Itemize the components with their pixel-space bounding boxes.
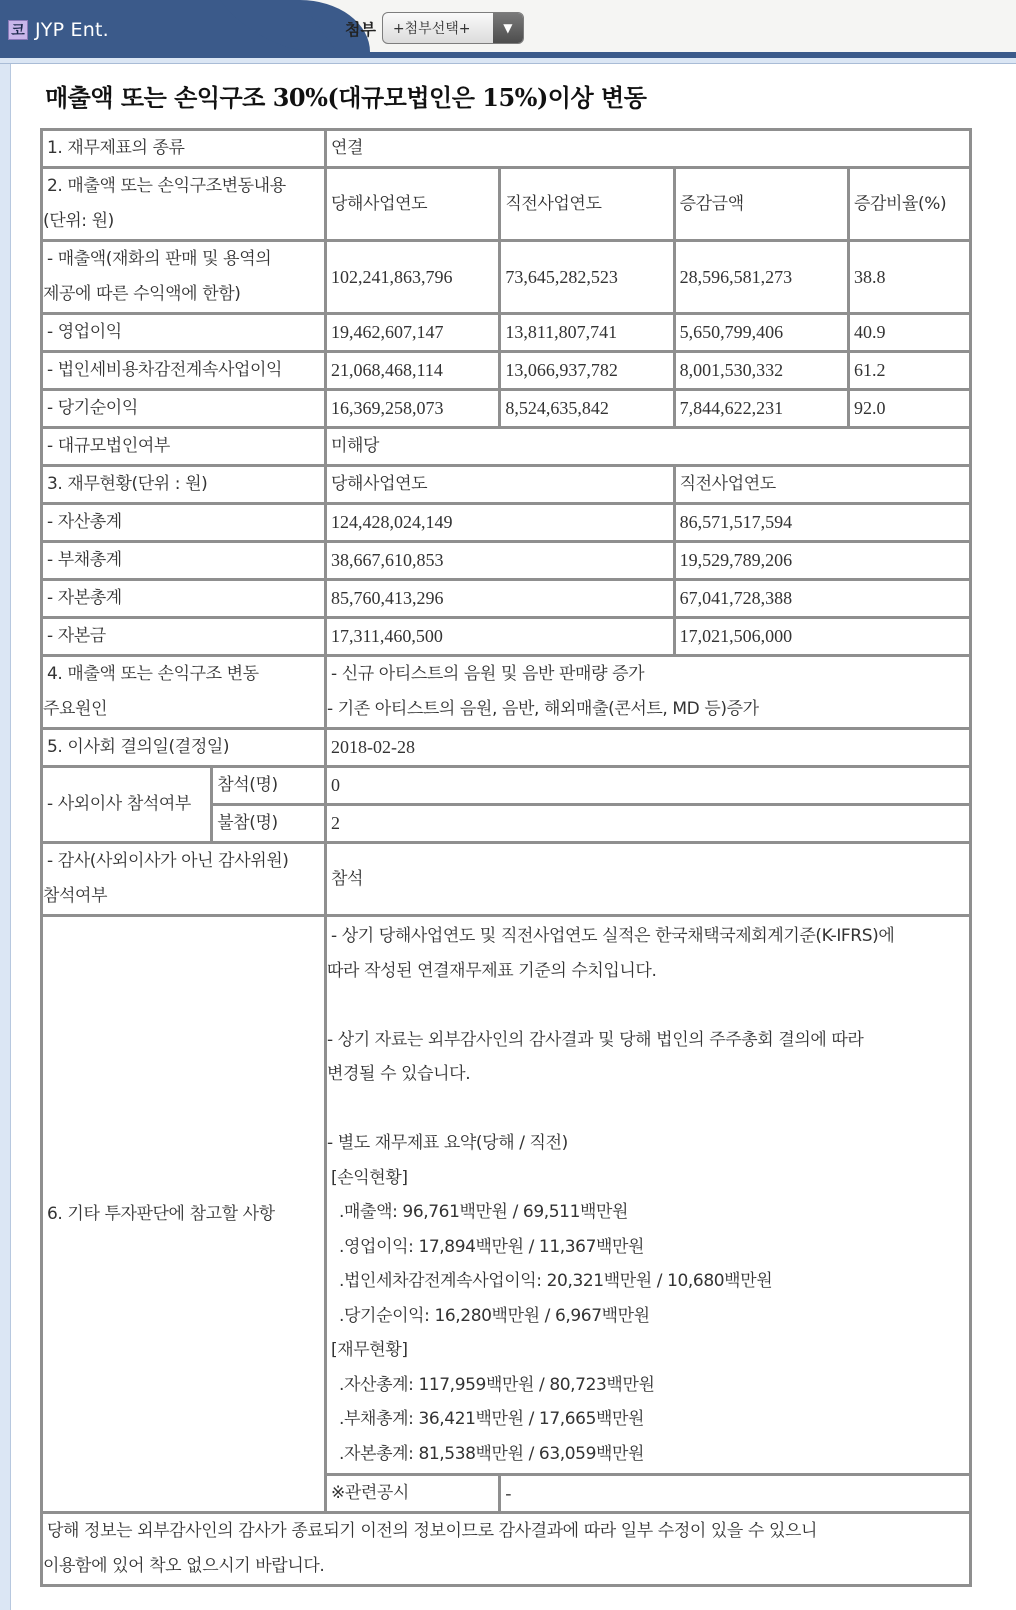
large-corp-value: 미해당 xyxy=(326,428,971,466)
column-header: 증감금액 xyxy=(674,168,848,241)
footer-note xyxy=(42,1513,971,1586)
table-row xyxy=(42,1513,971,1586)
column-header: 직전사업연도 xyxy=(500,168,674,241)
note-line: 따라 작성된 연결재무제표 기준의 수치입니다. xyxy=(327,960,657,981)
table-row xyxy=(42,168,971,241)
row-label: - 영업이익 xyxy=(42,314,326,352)
previous-year-value: 73,645,282,523 xyxy=(500,241,674,314)
table-row xyxy=(42,542,971,580)
row-label xyxy=(42,843,326,916)
previous-year-value: 19,529,789,206 xyxy=(674,542,970,580)
top-bar xyxy=(0,0,1016,52)
change-amount: 5,650,799,406 xyxy=(674,314,848,352)
column-header: 당해사업연도 xyxy=(326,466,675,504)
column-header: 당해사업연도 xyxy=(326,168,500,241)
note-line: [재무현황] xyxy=(331,1340,408,1360)
note-line: 변경될 수 있습니다. xyxy=(327,1064,471,1084)
row-label: - 당기순이익 xyxy=(42,390,326,428)
label-line: 제공에 따른 수익액에 한함) xyxy=(43,284,241,304)
label-line: (단위: 원) xyxy=(43,211,114,231)
column-header: 직전사업연도 xyxy=(674,466,970,504)
note-line: .부채총계: 36,421백만원 / 17,665백만원 xyxy=(339,1409,645,1429)
change-reasons xyxy=(326,656,971,729)
column-header: 증감비율(%) xyxy=(848,168,970,241)
table-row xyxy=(42,504,971,542)
footer-note-line: 당해 정보는 외부감사인의 감사가 종료되기 이전의 정보이므로 감사결과에 따라 일부 수정이 있을 수 있으니 xyxy=(47,1521,818,1541)
note-line: .법인세차감전계속사업이익: 20,321백만원 / 10,680백만원 xyxy=(339,1271,773,1291)
row-label: 5. 이사회 결의일(결정일) xyxy=(42,729,326,767)
reason-item: - 기존 아티스트의 음원, 음반, 해외매출(콘서트, MD 등)증가 xyxy=(327,699,759,719)
row-label: 1. 재무제표의 종류 xyxy=(42,130,326,168)
note-line: .매출액: 96,761백만원 / 69,511백만원 xyxy=(339,1202,629,1222)
table-row xyxy=(42,767,971,805)
sub-label: 참석(명) xyxy=(212,767,326,805)
table-row xyxy=(42,729,971,767)
note-line: [손익현황] xyxy=(331,1167,408,1188)
note-line: .당기순이익: 16,280백만원 / 6,967백만원 xyxy=(339,1305,650,1326)
attachment-area xyxy=(345,12,524,44)
current-year-value: 16,369,258,073 xyxy=(326,390,500,428)
note-line: .자본총계: 81,538백만원 / 63,059백만원 xyxy=(339,1443,645,1464)
previous-year-value: 13,066,937,782 xyxy=(500,352,674,390)
note-line: .자산총계: 117,959백만원 / 80,723백만원 xyxy=(339,1374,655,1395)
sub-label: 불참(명) xyxy=(212,805,326,843)
label-line: 4. 매출액 또는 손익구조 변동 xyxy=(47,664,259,684)
label-line: - 매출액(재화의 판매 및 용역의 xyxy=(47,249,272,269)
note-line xyxy=(331,988,965,1023)
previous-year-value: 86,571,517,594 xyxy=(674,504,970,542)
table-row xyxy=(42,241,971,314)
row-label: - 자산총계 xyxy=(42,504,326,542)
board-resolution-date: 2018-02-28 xyxy=(326,729,971,767)
change-amount: 7,844,622,231 xyxy=(674,390,848,428)
absent-count: 2 xyxy=(326,805,971,843)
label-line: - 감사(사외이사가 아닌 감사위원) xyxy=(47,851,289,871)
change-ratio: 40.9 xyxy=(848,314,970,352)
auditor-attendance-value: 참석 xyxy=(326,843,971,916)
attachment-label: 첨부 xyxy=(345,19,376,39)
current-year-value: 38,667,610,853 xyxy=(326,542,675,580)
current-year-value: 17,311,460,500 xyxy=(326,618,675,656)
change-amount: 8,001,530,332 xyxy=(674,352,848,390)
current-year-value: 21,068,468,114 xyxy=(326,352,500,390)
table-row xyxy=(42,390,971,428)
note-line: .영업이익: 17,894백만원 / 11,367백만원 xyxy=(339,1236,645,1257)
kosdaq-icon: 코 xyxy=(8,20,28,40)
table-row xyxy=(42,352,971,390)
row-label: 3. 재무현황(단위 : 원) xyxy=(42,466,326,504)
label-line: 2. 매출액 또는 손익구조변동내용 xyxy=(47,176,286,196)
company-name: JYP Ent. xyxy=(35,19,109,41)
current-year-value: 102,241,863,796 xyxy=(326,241,500,314)
row-label xyxy=(42,168,326,241)
change-ratio: 61.2 xyxy=(848,352,970,390)
previous-year-value: 17,021,506,000 xyxy=(674,618,970,656)
attachment-select-value[interactable]: +첨부선택+ xyxy=(392,21,471,37)
row-label xyxy=(42,241,326,314)
previous-year-value: 8,524,635,842 xyxy=(500,390,674,428)
change-amount: 28,596,581,273 xyxy=(674,241,848,314)
table-row xyxy=(42,314,971,352)
table-row xyxy=(42,428,971,466)
row-label: 6. 기타 투자판단에 참고할 사항 xyxy=(42,916,326,1513)
related-disclosure-label: ※관련공시 xyxy=(326,1475,500,1513)
present-count: 0 xyxy=(326,767,971,805)
statement-type-value: 연결 xyxy=(326,130,971,168)
row-label xyxy=(42,656,326,729)
previous-year-value: 67,041,728,388 xyxy=(674,580,970,618)
table-row xyxy=(42,656,971,729)
row-label: - 자본금 xyxy=(42,618,326,656)
chevron-down-icon[interactable]: ▼ xyxy=(493,13,523,43)
note-line: - 상기 당해사업연도 및 직전사업연도 실적은 한국채택국제회계기준(K-IFRS)에 xyxy=(331,926,895,946)
change-ratio: 92.0 xyxy=(848,390,970,428)
row-label: - 자본총계 xyxy=(42,580,326,618)
row-label: - 사외이사 참석여부 xyxy=(42,767,212,843)
notes-content xyxy=(326,916,971,1475)
company-brand xyxy=(8,19,109,41)
table-row xyxy=(42,130,971,168)
current-year-value: 124,428,024,149 xyxy=(326,504,675,542)
disclosure-table xyxy=(40,128,972,1587)
note-line: - 상기 자료는 외부감사인의 감사결과 및 당해 법인의 주주총회 결의에 따라 xyxy=(327,1029,864,1050)
footer-note-line: 이용함에 있어 착오 없으시기 바랍니다. xyxy=(43,1556,325,1576)
table-row xyxy=(42,916,971,1475)
table-row xyxy=(42,580,971,618)
previous-year-value: 13,811,807,741 xyxy=(500,314,674,352)
attachment-select[interactable] xyxy=(382,12,524,44)
label-line: 참석여부 xyxy=(43,886,108,906)
related-disclosure-value: - xyxy=(500,1475,971,1513)
row-label: - 대규모법인여부 xyxy=(42,428,326,466)
row-label: - 부채총계 xyxy=(42,542,326,580)
table-row xyxy=(42,466,971,504)
table-row xyxy=(42,843,971,916)
label-line: 주요원인 xyxy=(43,699,108,719)
row-label: - 법인세비용차감전계속사업이익 xyxy=(42,352,326,390)
note-line xyxy=(331,1092,965,1127)
note-line: - 별도 재무제표 요약(당해 / 직전) xyxy=(327,1133,568,1153)
current-year-value: 85,760,413,296 xyxy=(326,580,675,618)
table-row xyxy=(42,618,971,656)
current-year-value: 19,462,607,147 xyxy=(326,314,500,352)
document-title: 매출액 또는 손익구조 30%(대규모법인은 15%)이상 변동 xyxy=(45,83,647,112)
reason-item: - 신규 아티스트의 음원 및 음반 판매량 증가 xyxy=(331,664,645,684)
change-ratio: 38.8 xyxy=(848,241,970,314)
